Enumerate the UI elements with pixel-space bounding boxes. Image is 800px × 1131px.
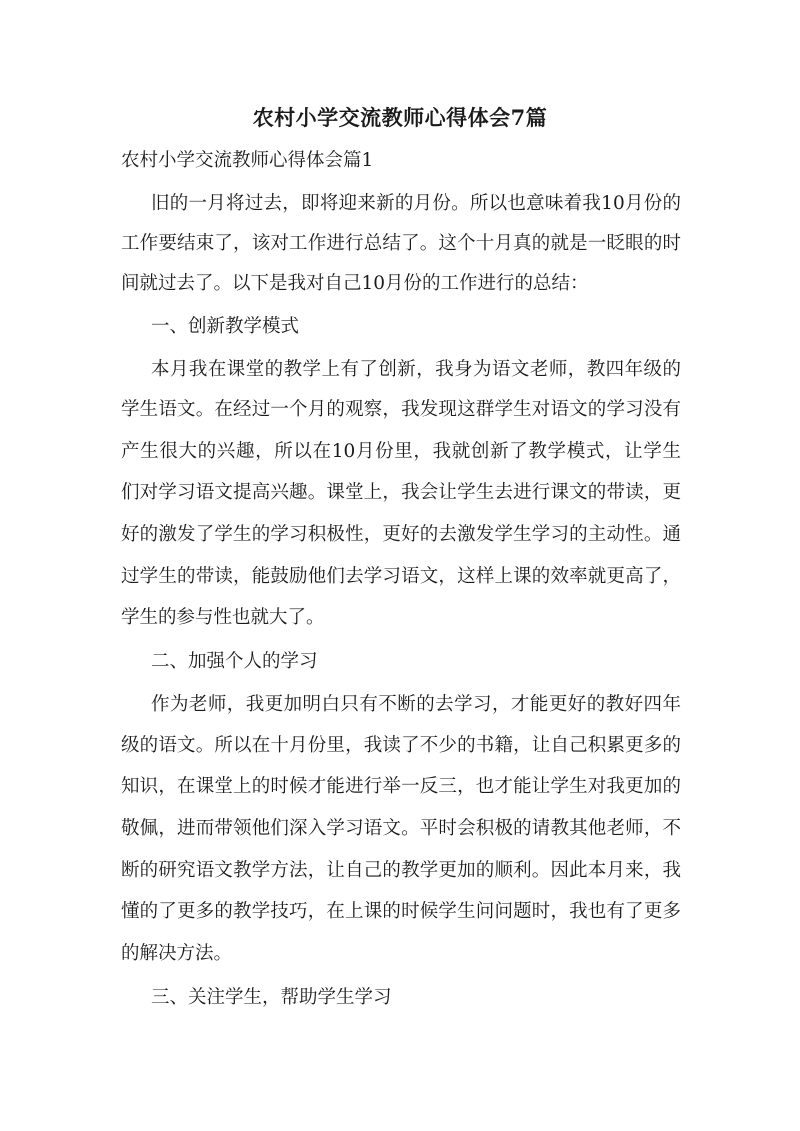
paragraph-line: 间就过去了。以下是我对自己10月份的工作进行的总结： [121,273,589,294]
paragraph-line: 知识，在课堂上的时候才能进行举一反三，也才能让学生对我更加的 [121,776,681,797]
paragraph-line: 懂的了更多的教学技巧，在上课的时候学生问问题时，我也有了更多 [121,901,681,922]
paragraph-line: 学生的参与性也就大了。 [121,607,325,628]
paragraph-line: 作为老师，我更加明白只有不断的去学习，才能更好的教好四年 [151,694,681,715]
paragraph-line: 本月我在课堂的教学上有了创新，我身为语文老师，教四年级的 [151,359,681,380]
section-heading: 农村小学交流教师心得体会篇1 [121,150,374,171]
paragraph-line: 好的激发了学生的学习积极性，更好的去激发学生学习的主动性。通 [121,524,681,545]
paragraph-line: 学生语文。在经过一个月的观察，我发现这群学生对语文的学习没有 [121,399,681,420]
paragraph-line: 们对学习语文提高兴趣。课堂上，我会让学生去进行课文的带读，更 [121,482,681,503]
paragraph-line: 敬佩，进而带领他们深入学习语文。平时会积极的请教其他老师，不 [121,818,681,839]
paragraph-line: 过学生的带读，能鼓励他们去学习语文，这样上课的效率就更高了， [121,566,681,587]
document-title: 农村小学交流教师心得体会7篇 [252,105,548,130]
paragraph-line: 产生很大的兴趣，所以在10月份里，我就创新了教学模式，让学生 [121,441,681,462]
subheading: 一、创新教学模式 [151,316,300,337]
paragraph-line: 级的语文。所以在十月份里，我读了不少的书籍，让自己积累更多的 [121,735,681,756]
paragraph-line: 旧的一月将过去，即将迎来新的月份。所以也意味着我10月份的 [151,193,681,214]
paragraph-line: 的解决方法。 [121,943,233,964]
subheading: 三、关注学生，帮助学生学习 [151,987,392,1008]
subheading: 二、加强个人的学习 [151,651,318,672]
paragraph-line: 工作要结束了，该对工作进行总结了。这个十月真的就是一眨眼的时 [121,233,681,254]
paragraph-line: 断的研究语文教学方法，让自己的教学更加的顺利。因此本月来，我 [121,860,681,881]
